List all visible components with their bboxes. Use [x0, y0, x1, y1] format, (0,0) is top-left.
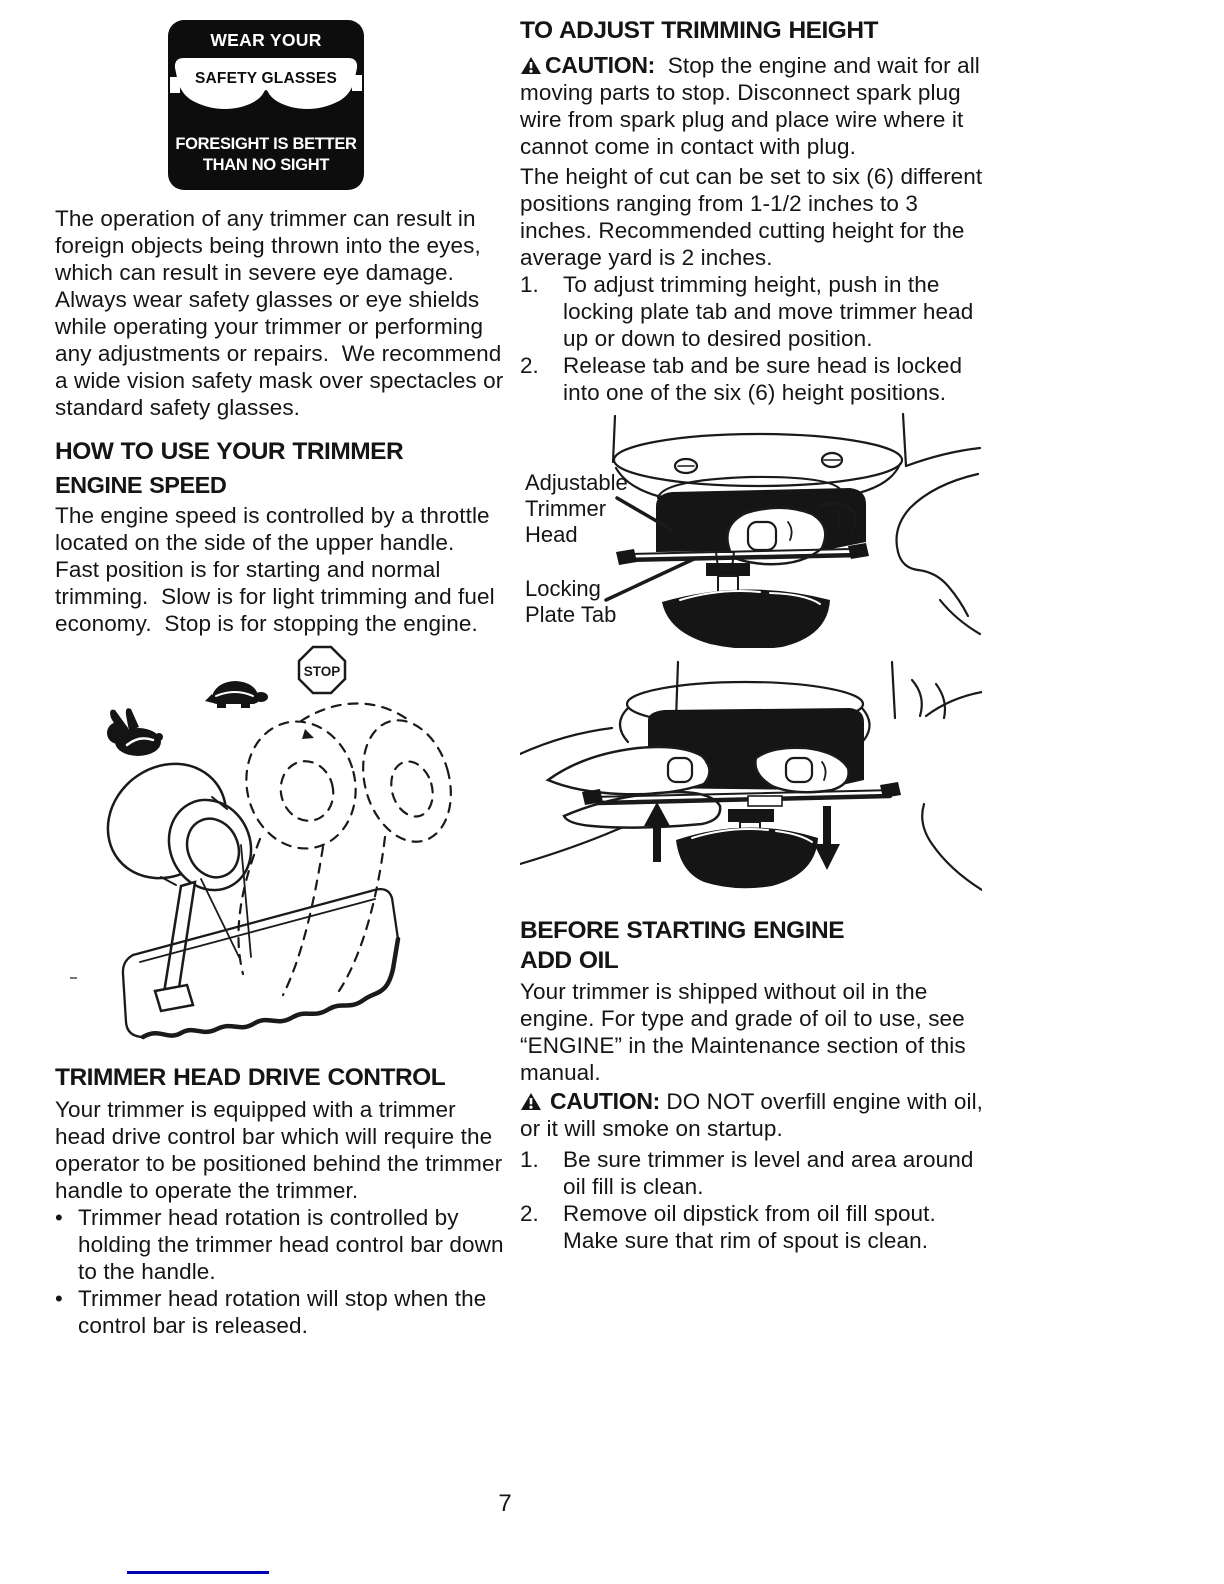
- safety-glasses-badge: [168, 20, 364, 190]
- caution-icon: [520, 56, 542, 75]
- turtle-icon: [205, 681, 268, 708]
- intro-paragraph: The operation of any trimmer can result in foreign objects being thrown into the eyes, which can result in severe eye damage. Always wear safety glasses or eye shields while operating your trimmer or performing any adjustments or repairs. We recommend a wide vision safety mask over spectacles or standard safety glasses.: [55, 206, 510, 420]
- throttle-speed-drawing: [55, 639, 507, 1051]
- step-text: Be sure trimmer is level and area around oil fill is clean.: [563, 1147, 980, 1199]
- safety-goggles-icon: [170, 55, 362, 127]
- label-line: Locking: [525, 576, 601, 601]
- how-to-use-heading: HOW TO USE YOUR TRIMMER: [55, 438, 404, 465]
- locking-plate-tab-label: [525, 576, 616, 628]
- badge-text-top: WEAR YOUR: [210, 30, 322, 50]
- drive-bullet-2: [55, 1285, 507, 1339]
- bullet-text: Trimmer head rotation is controlled by holding the trimmer head control bar down to the handle.: [78, 1205, 510, 1284]
- label-line: Adjustable: [525, 470, 628, 495]
- before-starting-heading: BEFORE STARTING ENGINE: [520, 917, 845, 944]
- label-line: Head: [525, 522, 578, 547]
- throttle-motion-dashes: [233, 703, 464, 995]
- add-oil-heading: ADD OIL: [520, 947, 619, 974]
- caution-text: DO NOT overfill engine with oil, or it will smoke on startup.: [520, 1089, 990, 1141]
- rabbit-icon: [107, 708, 163, 756]
- adjust-step-2: [520, 352, 984, 406]
- throttle-speed-figure: [55, 639, 507, 1051]
- oil-step-1: [520, 1146, 984, 1200]
- label-line: Plate Tab: [525, 602, 617, 627]
- scan-speck: [70, 977, 77, 979]
- caution-text: Stop the engine and wait for all moving parts to stop. Disconnect spark plug wire from spark plug and place wire where it cannot come in contact with plug.: [520, 53, 987, 159]
- adjust-step-1: [520, 271, 984, 352]
- up-arrow-icon: [653, 822, 661, 862]
- step-number: 1.: [520, 272, 539, 297]
- step-text: Remove oil dipstick from oil fill spout. Make sure that rim of spout is clean.: [563, 1201, 943, 1253]
- drive-control-paragraph: Your trimmer is equipped with a trimmer head drive control bar which will require the operator to be positioned behind the trimmer handle to operate the trimmer.: [55, 1097, 509, 1203]
- engine-speed-heading: ENGINE SPEED: [55, 472, 227, 498]
- step-text: To adjust trimming height, push in the locking plate tab and move trimmer head up or down to desired position.: [563, 272, 980, 351]
- down-arrow-icon: [823, 806, 831, 848]
- bottom-divider-line: [127, 1571, 269, 1574]
- drive-bullet-1: [55, 1204, 510, 1285]
- caution-icon: [520, 1092, 542, 1111]
- push-tab-figure: [520, 410, 984, 648]
- badge-goggles-text: SAFETY GLASSES: [194, 70, 338, 87]
- bullet-text: Trimmer head rotation will stop when the control bar is released.: [78, 1286, 493, 1338]
- adjust-caution-paragraph: [520, 52, 987, 160]
- engine-speed-paragraph: The engine speed is controlled by a throttle located on the side of the upper handle. Fast position is for starting and normal trimming. Slow is for light trimming and fuel economy. Stop is for stopping the engine.: [55, 503, 502, 636]
- bullet-icon: •: [55, 1205, 63, 1230]
- adjust-height-heading: TO ADJUST TRIMMING HEIGHT: [520, 17, 878, 44]
- height-adjust-figure: [520, 658, 984, 906]
- label-line: Trimmer: [525, 496, 607, 521]
- badge-text-bottom2: THAN NO SIGHT: [202, 156, 330, 174]
- oil-step-2: [520, 1200, 984, 1254]
- adjustable-head-label: [525, 470, 628, 548]
- step-number: 1.: [520, 1147, 539, 1172]
- drive-control-heading: TRIMMER HEAD DRIVE CONTROL: [55, 1064, 446, 1091]
- stop-sign-label: STOP: [303, 664, 341, 679]
- caution-label: CAUTION:: [545, 52, 656, 78]
- height-adjust-drawing: [520, 658, 982, 906]
- oil-caution-paragraph: [520, 1088, 990, 1142]
- step-number: 2.: [520, 1201, 539, 1226]
- step-text: Release tab and be sure head is locked into one of the six (6) height positions.: [563, 353, 969, 405]
- caution-label: CAUTION:: [550, 1088, 661, 1114]
- step-number: 2.: [520, 353, 539, 378]
- right-column: [520, 16, 990, 1254]
- height-paragraph: The height of cut can be set to six (6) different positions ranging from 1-1/2 inches to 3 inches. Recommended cutting height for the average yard is 2 inches.: [520, 164, 989, 270]
- badge-text-bottom1: FORESIGHT IS BETTER: [175, 135, 357, 153]
- page-number: 7: [498, 1490, 512, 1517]
- bullet-icon: •: [55, 1286, 63, 1311]
- left-column: [55, 0, 510, 1339]
- add-oil-paragraph: Your trimmer is shipped without oil in the engine. For type and grade of oil to use, see “ENGINE” in the Maintenance section of this manual.: [520, 979, 973, 1085]
